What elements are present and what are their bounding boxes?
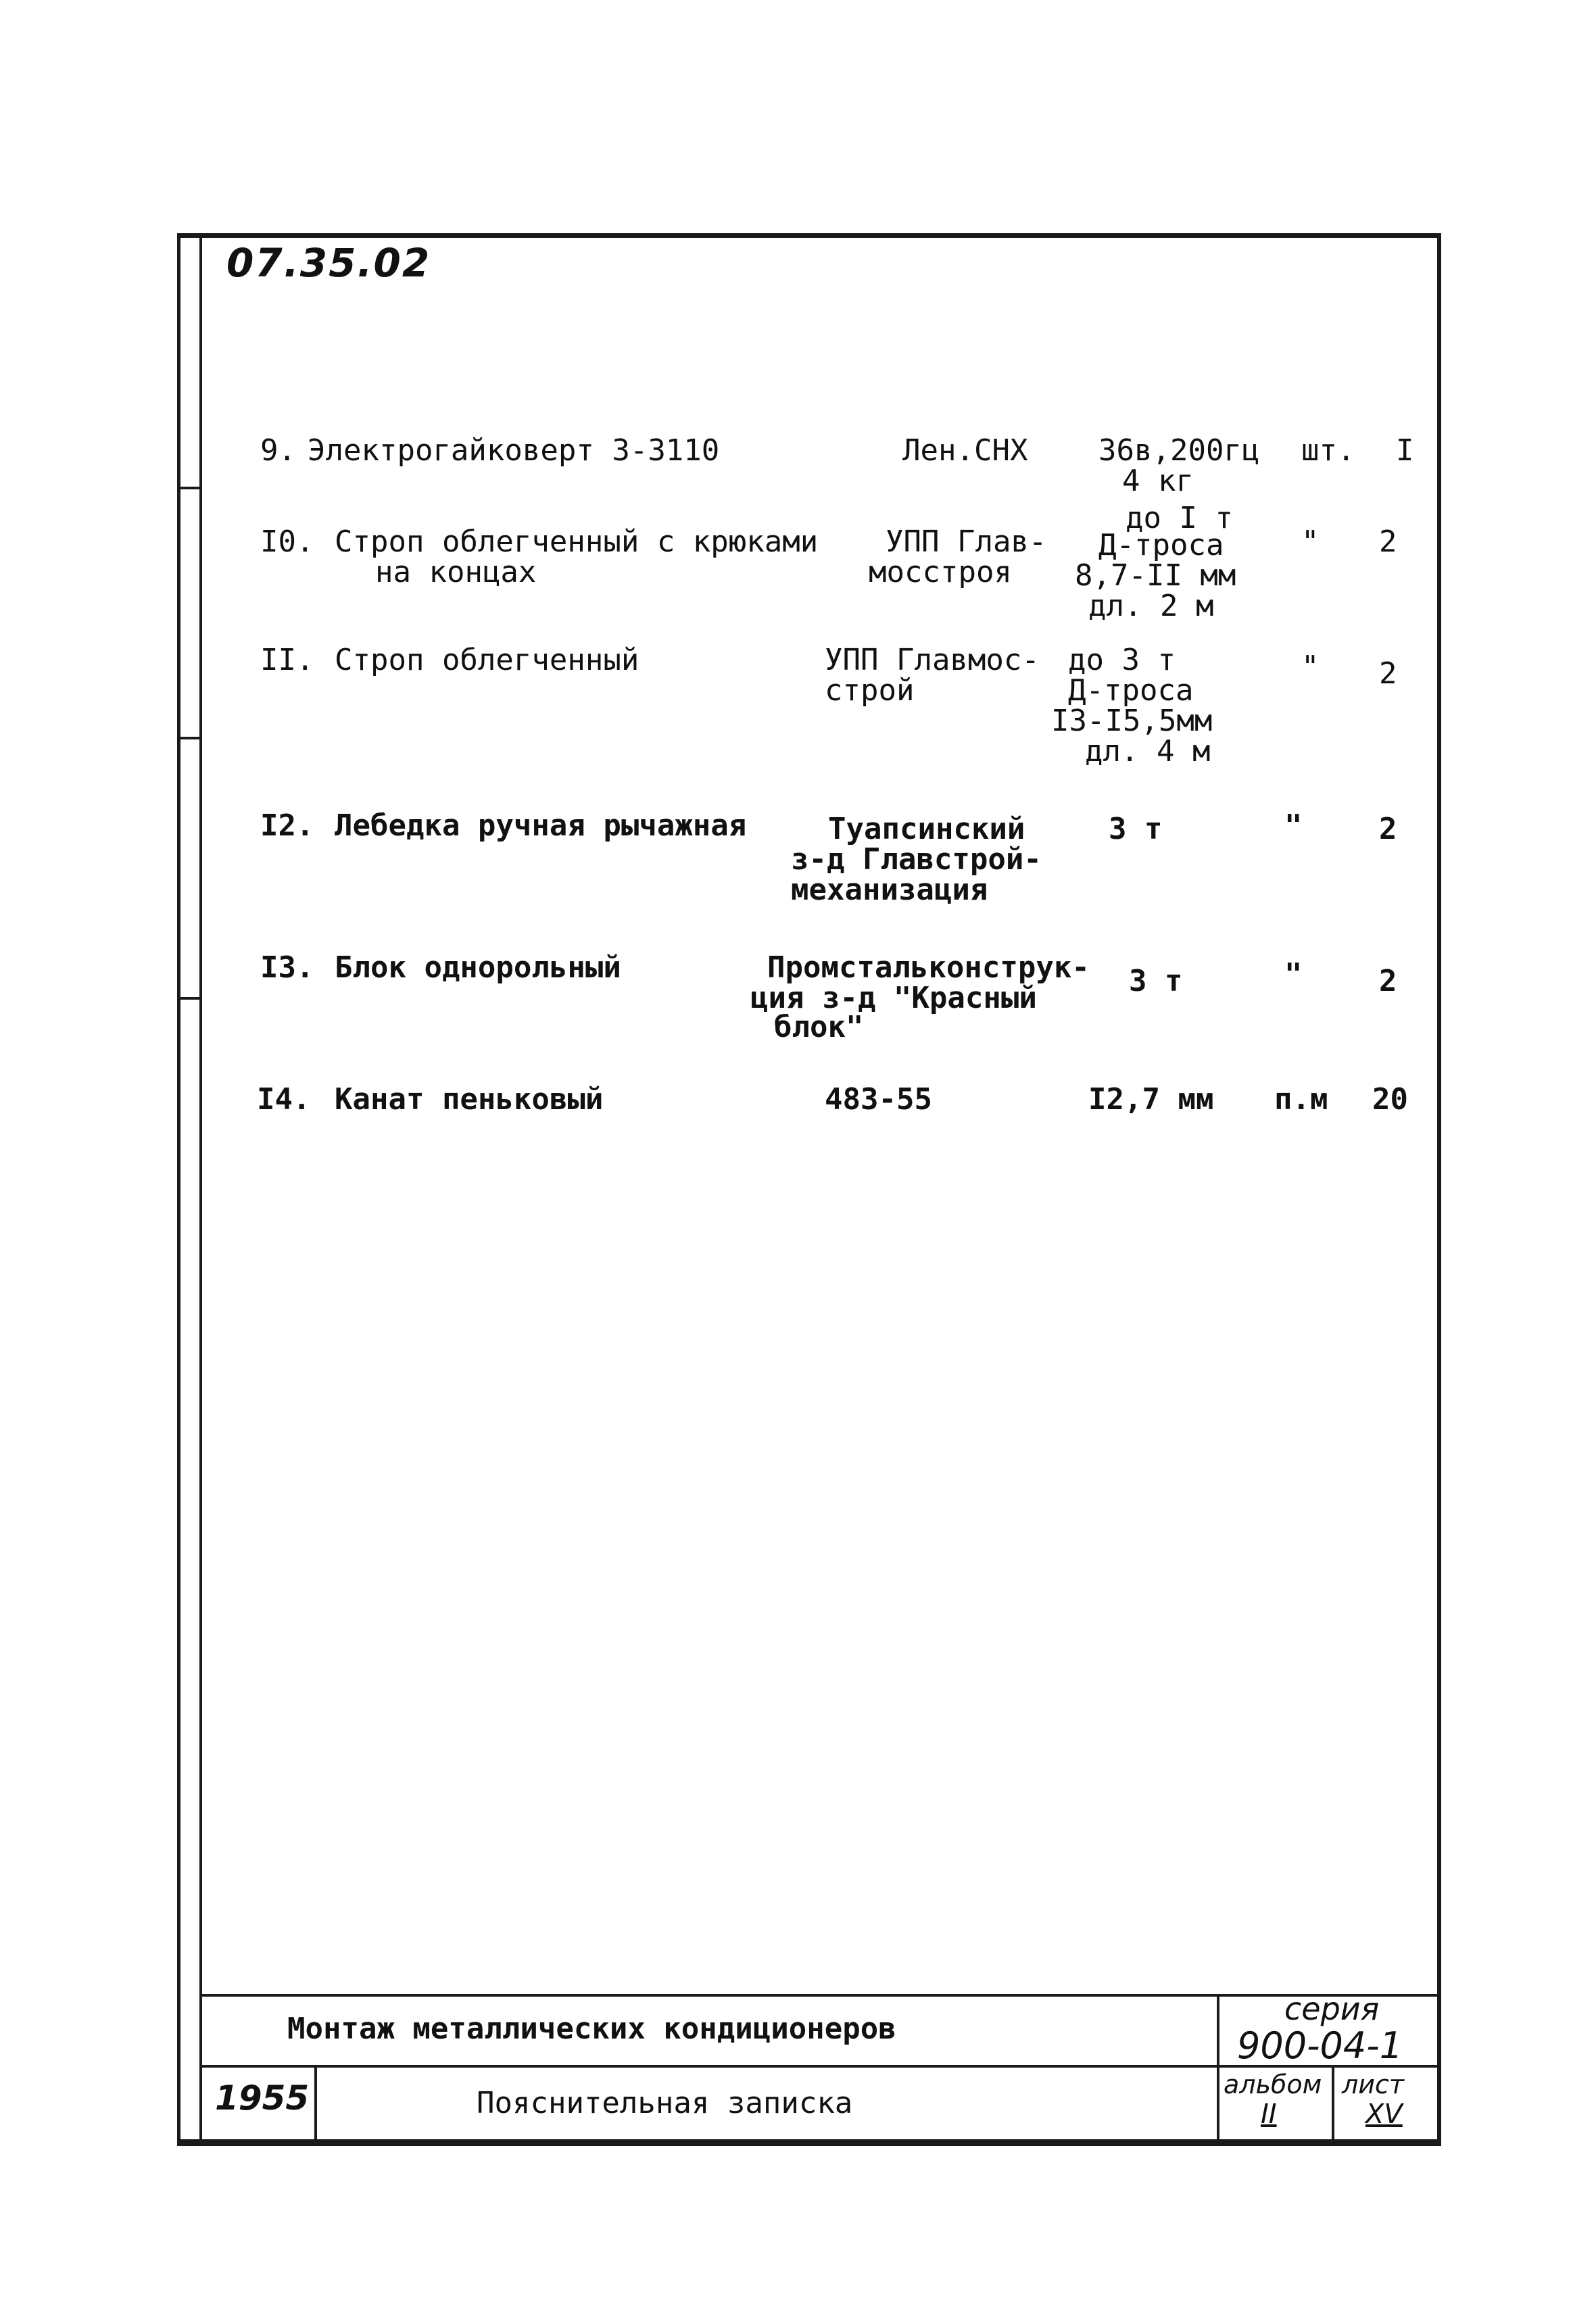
item-spec: I2,7 мм (1088, 1082, 1214, 1117)
title-block-line (1332, 2065, 1334, 2141)
item-maker: блок" (774, 1010, 864, 1044)
margin-tick (177, 487, 200, 489)
item-number: I3. (260, 950, 314, 985)
item-spec: 3 т (1109, 812, 1163, 846)
series-value: 900-04-1 (1237, 2024, 1403, 2067)
item-unit: " (1284, 808, 1303, 843)
item-unit: " (1284, 957, 1303, 992)
item-spec: Д-троса (1098, 528, 1224, 562)
item-number: I0. (260, 525, 314, 559)
item-name: Строп облегченный (335, 643, 639, 677)
item-maker: Промстальконструк- (767, 950, 1090, 985)
item-maker: УПП Глав- (886, 525, 1047, 559)
item-spec: 3 т (1129, 964, 1183, 998)
item-qty: 2 (1379, 964, 1397, 998)
item-qty: I (1396, 433, 1414, 468)
item-maker: ция з-д "Красный (750, 981, 1037, 1015)
item-qty: 20 (1372, 1082, 1408, 1117)
item-spec: дл. 4 м (1085, 734, 1211, 769)
series-label: серия (1284, 1991, 1380, 2027)
sheet-label: лист (1342, 2070, 1405, 2099)
title-block-line (314, 2065, 317, 2141)
item-spec: 4 кг (1122, 464, 1194, 498)
album-label: альбом (1224, 2070, 1322, 2099)
item-spec: I3-I5,5мм (1051, 704, 1213, 738)
item-maker: механизация (791, 873, 988, 907)
item-number: 9. (260, 433, 296, 468)
item-name: Строп облегченный с крюками (335, 525, 819, 559)
item-qty: 2 (1379, 812, 1397, 846)
item-unit: шт. (1301, 433, 1355, 468)
item-spec: до I т (1126, 501, 1233, 535)
item-maker: з-д Главстрой- (791, 842, 1042, 877)
item-maker: строй (825, 673, 915, 708)
item-unit: " (1301, 525, 1320, 559)
item-name: Блок однорольный (335, 950, 621, 985)
item-maker: мосстроя (869, 555, 1012, 589)
item-spec: 8,7-II мм (1075, 558, 1236, 593)
item-spec: дл. 2 м (1088, 589, 1214, 623)
item-number: I4. (257, 1082, 311, 1117)
item-unit: п.м (1274, 1082, 1328, 1117)
year: 1955 (215, 2078, 310, 2118)
item-number: I2. (260, 808, 314, 843)
item-name: Канат пеньковый (335, 1082, 604, 1117)
item-qty: 2 (1379, 525, 1397, 559)
title-block-line (1217, 1994, 1219, 2143)
item-qty: 2 (1379, 656, 1397, 691)
item-spec: до 3 т (1068, 643, 1176, 677)
item-number: II. (260, 643, 314, 677)
item-name: Лебедка ручная рычажная (335, 808, 747, 843)
item-name: на концах (375, 555, 537, 589)
item-name: Электрогайковерт 3-3110 (308, 433, 720, 468)
inner-margin-line (199, 233, 202, 2146)
sheet-value: XV (1365, 2099, 1403, 2130)
item-maker: УПП Главмос- (825, 643, 1040, 677)
title-block-line (199, 1994, 1441, 1997)
item-maker: Туапсинский (828, 812, 1025, 846)
item-spec: 36в,200гц (1098, 433, 1260, 468)
document-title: Монтаж металлических кондиционеров (287, 2012, 896, 2046)
item-spec: Д-троса (1068, 673, 1194, 708)
item-maker: 483-55 (825, 1082, 932, 1117)
item-maker: Лен.СНХ (902, 433, 1028, 468)
document-frame (177, 233, 1441, 2146)
album-value: II (1261, 2099, 1277, 2130)
title-block-line (177, 2139, 1441, 2143)
document-subtitle: Пояснительная записка (477, 2086, 853, 2120)
margin-tick (177, 737, 200, 739)
document-code: 07.35.02 (226, 240, 431, 286)
margin-tick (177, 997, 200, 1000)
title-block-line (199, 2065, 1220, 2068)
item-unit: " (1301, 650, 1320, 684)
